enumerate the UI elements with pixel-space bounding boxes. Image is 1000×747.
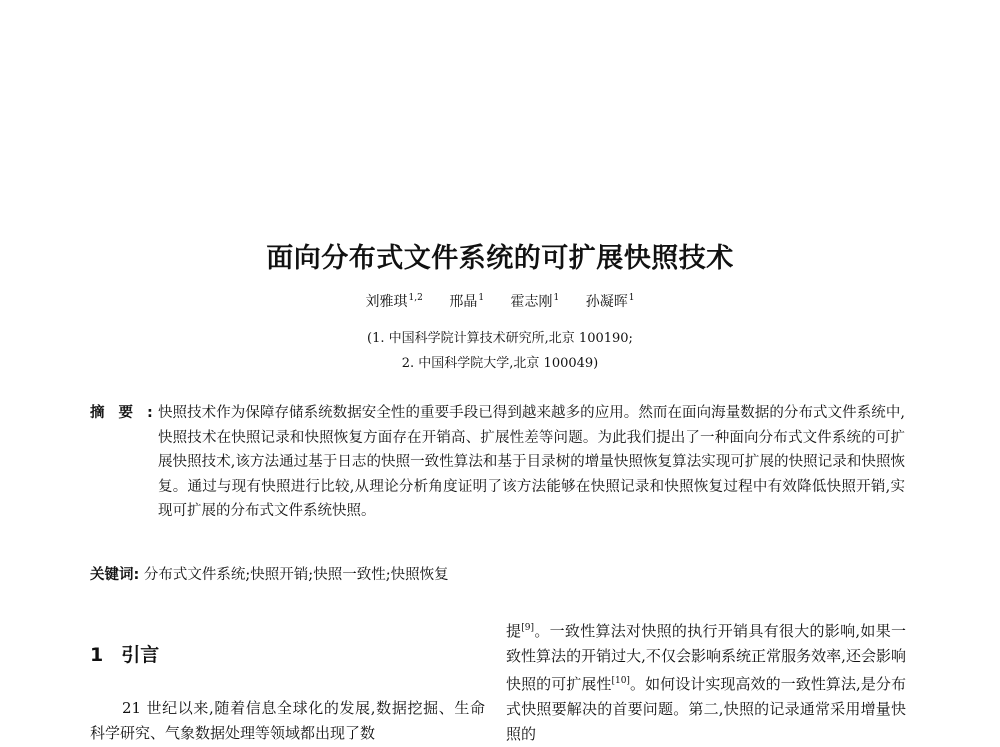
section-number: 1 — [90, 644, 104, 666]
affiliation-line: 2. 中国科学院大学,北京 100049) — [401, 356, 599, 371]
abstract — [90, 401, 905, 524]
body-text: 。一致性算法对快照的执行开销具有很大的影响,如果一致性算法的开销过大,不仅会影响系统正常服务效率,还会影响快照的可扩展性 — [506, 622, 906, 693]
author-list — [0, 291, 1000, 311]
keywords — [90, 563, 449, 584]
section-title: 引言 — [121, 644, 160, 666]
keywords-text: 分布式文件系统;快照开销;快照一致性;快照恢复 — [143, 567, 449, 583]
author-name: 刘雅琪 — [365, 294, 408, 310]
abstract-text: 快照技术作为保障存储系统数据安全性的重要手段已得到越来越多的应用。然而在面向海量数据的分布式文件系统中,快照技术在快照记录和快照恢复方面存在开销高、扩展性差等问题。为此我们提出了一种面向分布式文件系统的可扩展快照技术,该方法通过基于日志的快照一致性算法和基于目录树的增量快照恢复算法实现可扩展的快照记录和快照恢复。通过与现有快照进行比较,从理论分析角度证明了该方法能够在快照记录和快照恢复过程中有效降低快照开销,实现可扩展的分布式文件系统快照。 — [158, 405, 905, 519]
author-affiliation-mark: 1 — [628, 293, 635, 304]
author-affiliation-mark: 1,2 — [408, 293, 423, 304]
author — [366, 291, 423, 311]
abstract-label: 摘要: — [90, 405, 167, 421]
left-column — [90, 640, 485, 742]
paper-title: 面向分布式文件系统的可扩展快照技术 — [266, 243, 734, 274]
right-column — [506, 616, 906, 747]
citation-mark[interactable]: [10] — [611, 676, 630, 686]
citation-mark[interactable]: [9] — [521, 623, 535, 633]
author — [511, 291, 560, 311]
author-name: 霍志刚 — [510, 294, 553, 310]
body-text: 提 — [506, 622, 522, 640]
author-name: 孙凝晖 — [585, 294, 628, 310]
author — [586, 291, 635, 311]
author-affiliation-mark: 1 — [478, 293, 485, 304]
affiliation-line: (1. 中国科学院计算技术研究所,北京 100190; — [367, 331, 633, 346]
author — [449, 291, 484, 311]
author-affiliation-mark: 1 — [553, 293, 560, 304]
keywords-label: 关键词: — [90, 567, 140, 583]
body-text: 。如何设计实现高效的一致性算法,是分布式快照要解决的首要问题。第二,快照的记录通常采用增量快照的 — [506, 675, 906, 743]
author-name: 邢晶 — [449, 294, 478, 310]
section-heading — [90, 640, 485, 667]
body-paragraph: 21 世纪以来,随着信息全球化的发展,数据挖掘、生命科学研究、气象数据处理等领域都出现了数 — [90, 699, 485, 742]
